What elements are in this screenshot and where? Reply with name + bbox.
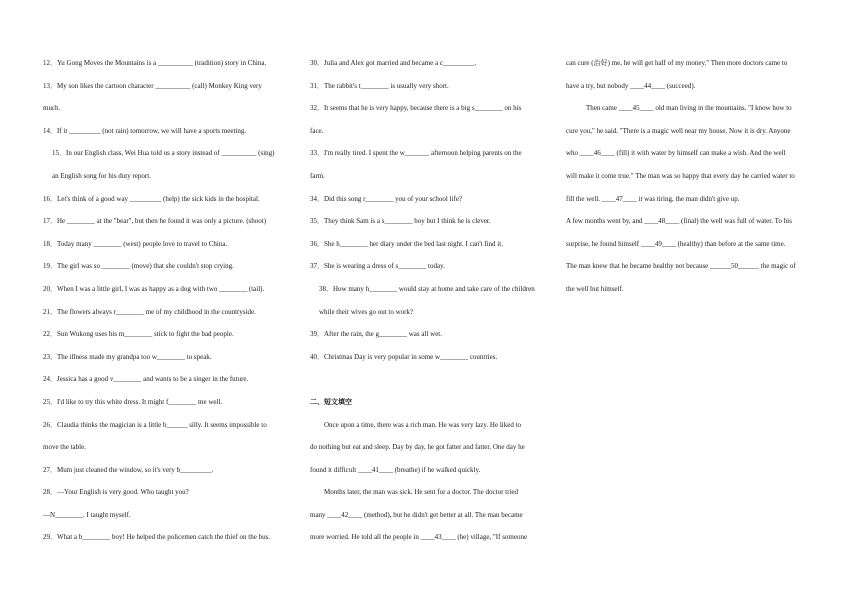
- question-line: 37．She is wearing a dress of s________ today.: [310, 262, 445, 271]
- question-line: 22．Sun Wukong uses his m________ stick to fight the bad people.: [43, 330, 234, 339]
- passage-line: more worried. He told all the people in ____43____ (he) village, "If someone: [310, 533, 528, 542]
- blank-line: [310, 372, 552, 395]
- question-line: 16．Let's think of a good way _________ (help) the sick kids in the hospital.: [43, 194, 260, 203]
- passage-line: do nothing but eat and sleep. Day by day, he got fatter and fatter. One day he: [310, 443, 525, 452]
- question-line: 29．What a b________ boy! He helped the policemen catch the thief on the bus.: [43, 533, 271, 542]
- question-line: 34．Did this song r________ you of your school life?: [310, 194, 463, 203]
- passage-line: Months later, the man was sick. He sent for a doctor. The doctor tried: [324, 488, 518, 497]
- question-line: an English song for his duty report.: [52, 171, 151, 180]
- column-right: [566, 56, 820, 305]
- question-line: 38．How many h________ would stay at home and take care of the children: [319, 284, 535, 293]
- question-line: face.: [310, 126, 324, 135]
- passage-line: many ____42____ (method), but he didn't get better at all. The man became: [310, 510, 523, 519]
- question-line: 23．The illness made my grandpa too w________ to speak.: [43, 352, 212, 361]
- passage-line: have a try, but nobody ____44____ (succeed).: [566, 81, 696, 90]
- question-line: 35．They think Sam is a s________ boy but I think he is clever.: [310, 217, 491, 226]
- question-line: 40．Christmas Day is very popular in some w________ countries.: [310, 352, 498, 361]
- question-line: 30．Julia and Alex got married and became a c_________.: [310, 59, 477, 67]
- question-line: 32．It seems that he is very happy, because there is a big s________ on his: [310, 104, 522, 113]
- question-line: 13．My son likes the cartoon character __________ (call) Monkey King very: [43, 81, 262, 90]
- question-line: 15．In our English class, Wei Hua told us a story instead of __________ (sing): [52, 149, 275, 158]
- section-title: 二、短文填空: [310, 397, 352, 406]
- column-left: [43, 56, 297, 553]
- question-line: 12．Yu Gong Moves the Mountains is a __________ (tradition) story in China.: [43, 59, 267, 67]
- question-line: 28．—Your English is very good. Who taught you?: [43, 488, 189, 497]
- question-line: 21．The flowers always r________ me of my childhood in the countryside.: [43, 307, 256, 316]
- passage-line: fill the well. ____47____ it was tiring, the man didn't give up.: [566, 194, 740, 203]
- question-line: 33．I'm really tired. I spent the w_______ afternoon helping parents on the: [310, 149, 522, 158]
- passage-line: Once upon a time, there was a rich man. He was very lazy. He liked to: [324, 420, 522, 429]
- question-line: 31．The rabbit's t________ is usually very short.: [310, 81, 449, 90]
- question-line: 36．She h________ her diary under the bed last night. I can't find it.: [310, 239, 503, 248]
- question-line: much.: [43, 104, 61, 113]
- question-line: —N________. I taught myself.: [43, 510, 131, 519]
- question-line: 25．I'd like to try this white dress. It might f________ me well.: [43, 397, 223, 406]
- question-line: 14．If it _________ (not rain) tomorrow, we will have a sports meeting.: [43, 126, 247, 135]
- question-line: 18．Today many ________ (west) people love to travel to China.: [43, 239, 228, 248]
- question-line: 27．Mum just cleaned the window, so it's very b_________.: [43, 465, 214, 474]
- column-middle: [310, 56, 552, 553]
- question-line: 39．After the rain, the g________ was all wet.: [310, 330, 442, 339]
- passage-line: found it difficult ____41____ (breathe) if he walked quickly.: [310, 465, 481, 474]
- question-line: move the table.: [43, 443, 86, 452]
- question-line: while their wives go out to work?: [319, 307, 414, 316]
- passage-line: who ____46____ (fill) it with water by himself can make a wish. And the well: [566, 149, 786, 158]
- passage-line: A few months went by, and ____48____ (final) the well was full of water. To his: [566, 217, 792, 226]
- passage-line: the well but himself.: [566, 284, 624, 293]
- passage-line: will make it come true." The man was so happy that every day he carried water to: [566, 171, 795, 180]
- passage-line: can cure (治好) me, he will get half of my money." Then more doctors came to: [566, 59, 788, 67]
- question-line: 17．He ________ at the "bear", but then he found it was only a picture. (shoot): [43, 217, 267, 226]
- question-line: 19．The girl was so ________ (move) that she couldn't stop crying.: [43, 262, 234, 271]
- passage-line: Then came ____45____ old man living in the mountains. "I know how to: [586, 104, 792, 113]
- question-line: 24．Jessica has a good v________ and wants to be a singer in the future.: [43, 375, 249, 384]
- question-line: 20．When I was a little girl, I was as happy as a dog with two ________ (tail).: [43, 284, 265, 293]
- passage-line: The man knew that he became healthy not because ______50______ the magic of: [566, 262, 796, 271]
- passage-line: cure you," he said. "There is a magic well near my house. Now it is dry. Anyone: [566, 126, 791, 135]
- passage-line: surprise, he found himself ____49____ (healthy) than before at the same time.: [566, 239, 786, 248]
- question-line: 26．Claudia thinks the magician is a little b______ silly. It seems impossible to: [43, 420, 267, 429]
- question-line: farm.: [310, 171, 325, 180]
